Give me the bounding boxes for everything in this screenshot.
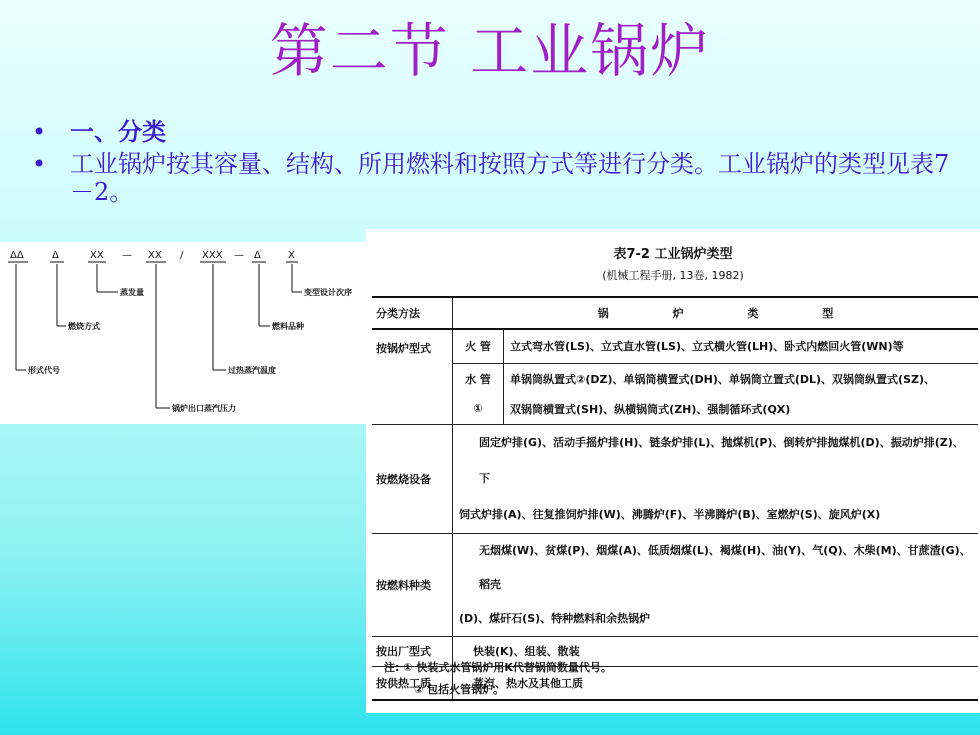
row-label-factory: 按出厂型式 xyxy=(372,636,453,666)
bullet-text: 一、分类 xyxy=(70,117,166,146)
row-label-heat: 按供热工质 xyxy=(372,666,453,700)
table-notes xyxy=(384,657,612,701)
bullet-dot: • xyxy=(32,150,47,178)
label-design-order: 变型设计次序 xyxy=(304,288,352,297)
row-label-combustion: 按燃烧设备 xyxy=(372,424,453,533)
page-title: 第二节 工业锅炉 xyxy=(269,17,711,85)
label-outlet-pressure: 锅炉出口蒸汽压力 xyxy=(172,404,236,413)
cell-fuel xyxy=(453,533,979,636)
table-row xyxy=(372,329,978,363)
code-char: Δ xyxy=(254,250,261,261)
note-2: ② 包括火管锅炉。 xyxy=(414,683,505,696)
cell-fire-tube: 立式弯水管(LS)、立式直水管(LS)、立式横火管(LH)、卧式内燃回火管(WN)等 xyxy=(504,329,979,363)
boiler-type-table xyxy=(372,296,978,701)
code-char: / xyxy=(180,250,184,261)
cell-water-tube-line2: 双锅筒横置式(SH)、纵横锅筒式(ZH)、强制循环式(QX) xyxy=(504,394,979,424)
cell-combustion-line1: 固定炉排(G)、活动手摇炉排(H)、链条炉排(L)、抛煤机(P)、倒转炉排抛煤机(D)、振动炉排(Z)、下 xyxy=(479,435,964,485)
bullet-item xyxy=(32,118,962,146)
code-char: XX xyxy=(148,250,162,261)
label-form-code: 形式代号 xyxy=(28,366,60,375)
header-type-char: 锅 xyxy=(597,307,609,320)
table-row xyxy=(372,424,978,533)
code-char: ΔΔ xyxy=(10,250,24,261)
boiler-type-table-panel xyxy=(366,229,980,713)
code-char: — xyxy=(122,250,132,261)
header-type-char: 类 xyxy=(747,307,759,320)
header-types xyxy=(453,297,979,329)
header-type-char: 型 xyxy=(822,307,834,320)
header-method: 分类方法 xyxy=(372,297,453,329)
model-code-diagram xyxy=(0,242,366,424)
model-code-svg xyxy=(0,242,366,424)
label-combustion: 燃烧方式 xyxy=(68,322,100,331)
bullet-item xyxy=(32,150,962,206)
bullet-dot: • xyxy=(32,118,47,146)
sub-water-tube-note: ① xyxy=(453,394,504,424)
table-row xyxy=(372,394,978,424)
table-row xyxy=(372,533,978,636)
table-subtitle: (机械工程手册, 13卷, 1982) xyxy=(602,269,744,282)
bullet-text: 工业锅炉按其容量、结构、所用燃料和按照方式等进行分类。工业锅炉的类型见表7－2。 xyxy=(70,150,950,206)
table-header-row xyxy=(372,297,978,329)
cell-factory: 快装(K)、组装、散装 xyxy=(453,636,979,666)
header-type-char: 炉 xyxy=(672,307,684,320)
cell-combustion-line2: 饲式炉排(A)、往复推饲炉排(W)、沸腾炉(F)、半沸腾炉(B)、室燃炉(S)、旋风炉(X) xyxy=(459,507,881,521)
label-evaporation: 蒸发量 xyxy=(120,288,144,297)
code-char: X xyxy=(288,250,295,261)
code-char: XX xyxy=(90,250,104,261)
label-fuel-type: 燃料品种 xyxy=(272,322,304,331)
code-char: — xyxy=(234,250,244,261)
bullet-list xyxy=(32,118,962,210)
cell-heat: 蒸汽、热水及其他工质 xyxy=(453,666,979,700)
note-1: 注: ① 快装式水管锅炉用K代替锅筒数量代号。 xyxy=(384,661,612,674)
table-row xyxy=(372,363,978,394)
sub-fire-tube: 火 管 xyxy=(453,329,504,363)
cell-water-tube-line1: 单锅筒纵置式②(DZ)、单锅筒横置式(DH)、单锅筒立置式(DL)、双锅筒纵置式(SZ)、 xyxy=(504,363,979,394)
table-title: 表7-2 工业锅炉类型 xyxy=(613,247,733,262)
cell-fuel-line2: (D)、煤矸石(S)、特种燃料和余热锅炉 xyxy=(459,611,651,625)
code-char: XXX xyxy=(202,250,223,261)
row-label-structure: 按锅炉型式 xyxy=(372,329,453,424)
cell-fuel-line1: 无烟煤(W)、贫煤(P)、烟煤(A)、低质烟煤(L)、褐煤(H)、油(Y)、气(Q)、木柴(M)、甘蔗渣(G)、稻壳 xyxy=(479,543,971,591)
row-label-fuel: 按燃料种类 xyxy=(372,533,453,636)
sub-water-tube: 水 管 xyxy=(453,363,504,394)
code-char: Δ xyxy=(52,250,59,261)
cell-combustion xyxy=(453,424,979,533)
label-superheat-temp: 过热蒸汽温度 xyxy=(228,366,276,375)
